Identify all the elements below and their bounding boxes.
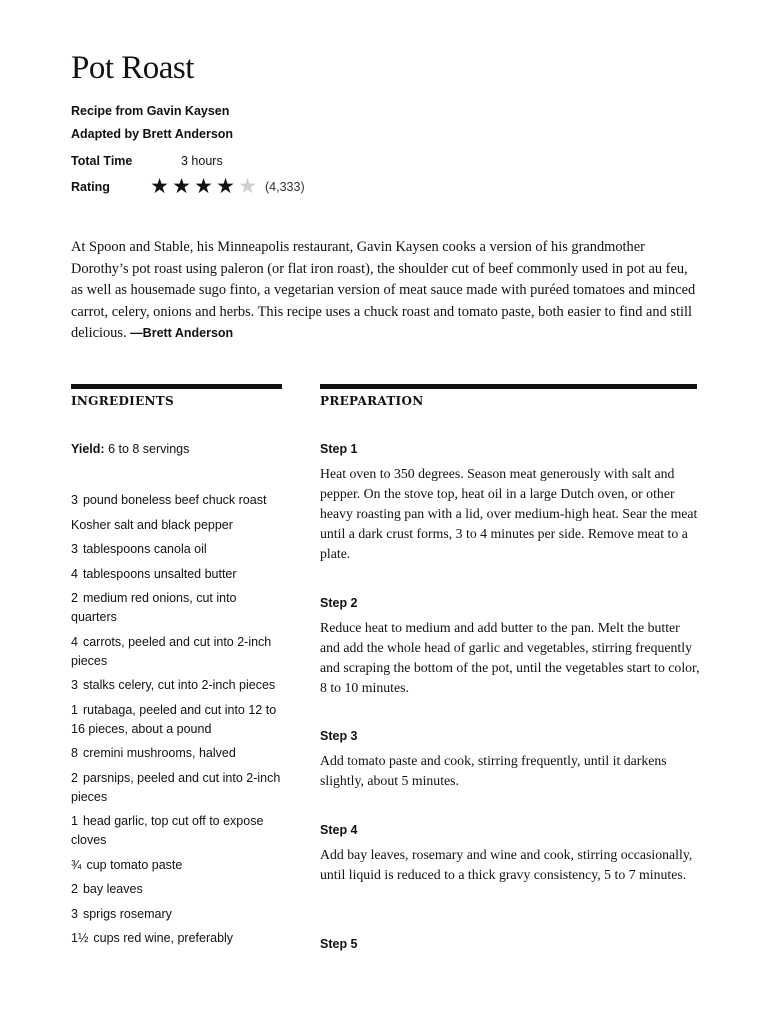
ingredient-text: cup tomato paste: [86, 857, 183, 872]
ingredient-text: bay leaves: [82, 882, 143, 896]
ingredient-text: sprigs rosemary: [82, 906, 172, 921]
ingredient-item: [71, 565, 285, 584]
intro-credit: —Brett Anderson: [130, 326, 234, 340]
step-4-label: Step 4: [320, 823, 358, 837]
ingredient-quantity: ¾: [71, 857, 82, 872]
ingredient-item: [71, 880, 285, 899]
ingredient-quantity: 4: [71, 634, 78, 649]
total-time-row: [71, 152, 223, 170]
rating-label: Rating: [71, 180, 110, 194]
ingredient-item: [71, 589, 285, 627]
ingredient-text: medium red onions, cut into quarters: [71, 591, 237, 624]
yield-value: 6 to 8 servings: [108, 442, 190, 456]
ingredient-quantity: 3: [71, 542, 78, 556]
ingredient-quantity: 3: [71, 493, 78, 507]
ingredient-text: parsnips, peeled and cut into 2-inch pieces: [71, 770, 281, 804]
preparation-divider: [320, 384, 697, 389]
ingredient-text: cups red wine, preferably: [93, 931, 234, 945]
ingredient-quantity: 2: [71, 770, 78, 785]
ingredient-quantity: 3: [71, 906, 78, 921]
ingredient-quantity: 1: [71, 814, 78, 828]
ingredient-item: [71, 856, 285, 875]
step-2-text: Reduce heat to medium and add butter to the pan. Melt the butter and add the whole head of garlic and vegetables, stirring frequently and scraping the bottom of the pot, until the vegetables start to color, 8 to 10 minutes.: [320, 620, 700, 695]
step-3-label: Step 3: [320, 729, 358, 743]
ingredient-item: [71, 633, 285, 671]
ingredient-quantity: 8: [71, 746, 78, 760]
star-icon[interactable]: ★: [216, 175, 235, 198]
recipe-intro: [71, 237, 699, 345]
step-2-label: Step 2: [320, 596, 358, 610]
ingredient-text: tablespoons unsalted butter: [82, 566, 237, 581]
adapted-by: Adapted by Brett Anderson: [71, 127, 234, 141]
step-1-text: Heat oven to 350 degrees. Season meat generously with salt and pepper. On the stove top, heat oil in a large Dutch oven, or other heavy roasting pan with a lid, over medium-high heat. Sear the meat until a dark crust forms, 3 to 4 minutes per side. Remove meat to a plate.: [320, 466, 698, 561]
ingredient-text: tablespoons canola oil: [82, 542, 207, 556]
ingredient-quantity: 2: [71, 882, 78, 896]
star-icon[interactable]: ★: [150, 175, 169, 198]
ingredient-text: head garlic, top cut off to expose cloves: [71, 814, 264, 847]
step-5-label: Step 5: [320, 937, 358, 951]
intro-text: At Spoon and Stable, his Minneapolis restaurant, Gavin Kaysen cooks a version of his grandmother Dorothy’s pot roast using paleron (or flat iron roast), the shoulder cut of beef commonly used in pot au feu, as well as housemade sugo finto, a vegetarian version of meat sauce made with puréed tomatoes and minced carrot, celery, onions and herbs. This recipe uses a chuck roast and tomato paste, both easier to find and still delicious.: [71, 239, 696, 341]
ingredient-item: [71, 929, 285, 948]
ingredient-item: [71, 701, 285, 739]
star-icon[interactable]: ★: [194, 175, 213, 198]
star-icon[interactable]: ★: [238, 175, 257, 198]
ingredient-text: rutabaga, peeled and cut into 12 to 16 pieces, about a pound: [71, 702, 277, 736]
ingredient-item: [71, 516, 285, 535]
ingredient-quantity: 2: [71, 591, 78, 605]
ingredient-text: Kosher salt and black pepper: [71, 517, 233, 532]
rating-count: (4,333): [265, 180, 305, 194]
yield: [71, 441, 189, 457]
step-3-text: Add tomato paste and cook, stirring frequently, until it darkens slightly, about 5 minutes.: [320, 753, 667, 788]
ingredient-text: stalks celery, cut into 2-inch pieces: [82, 678, 276, 692]
ingredient-quantity: 1½: [71, 931, 89, 945]
recipe-source: Recipe from Gavin Kaysen: [71, 104, 230, 118]
ingredients-divider: [71, 384, 282, 389]
ingredient-item: [71, 540, 285, 559]
star-icon[interactable]: ★: [172, 175, 191, 198]
total-time-label: Total Time: [71, 154, 133, 168]
ingredient-text: carrots, peeled and cut into 2-inch pieces: [71, 634, 272, 668]
rating-row: [71, 175, 305, 198]
step-4-text: Add bay leaves, rosemary and wine and cook, stirring occasionally, until liquid is reduced to a thick gravy consistency, 5 to 7 minutes.: [320, 847, 693, 882]
ingredient-item: [71, 676, 285, 695]
ingredient-quantity: 1: [71, 702, 78, 717]
ingredient-item: [71, 905, 285, 924]
preparation-heading: PREPARATION: [320, 394, 424, 408]
ingredient-item: [71, 769, 285, 807]
ingredient-text: pound boneless beef chuck roast: [82, 493, 267, 507]
recipe-title: Pot Roast: [71, 50, 194, 86]
yield-label: Yield:: [71, 442, 105, 456]
ingredient-text: cremini mushrooms, halved: [82, 746, 236, 760]
step-1-label: Step 1: [320, 442, 358, 456]
ingredients-heading: INGREDIENTS: [71, 394, 174, 408]
ingredient-item: [71, 491, 285, 510]
ingredient-list: [71, 491, 285, 954]
ingredient-quantity: 4: [71, 566, 78, 581]
rating-stars[interactable]: [149, 175, 258, 198]
ingredient-quantity: 3: [71, 678, 78, 692]
ingredient-item: [71, 812, 285, 850]
total-time-value: 3 hours: [181, 154, 223, 168]
ingredient-item: [71, 744, 285, 763]
